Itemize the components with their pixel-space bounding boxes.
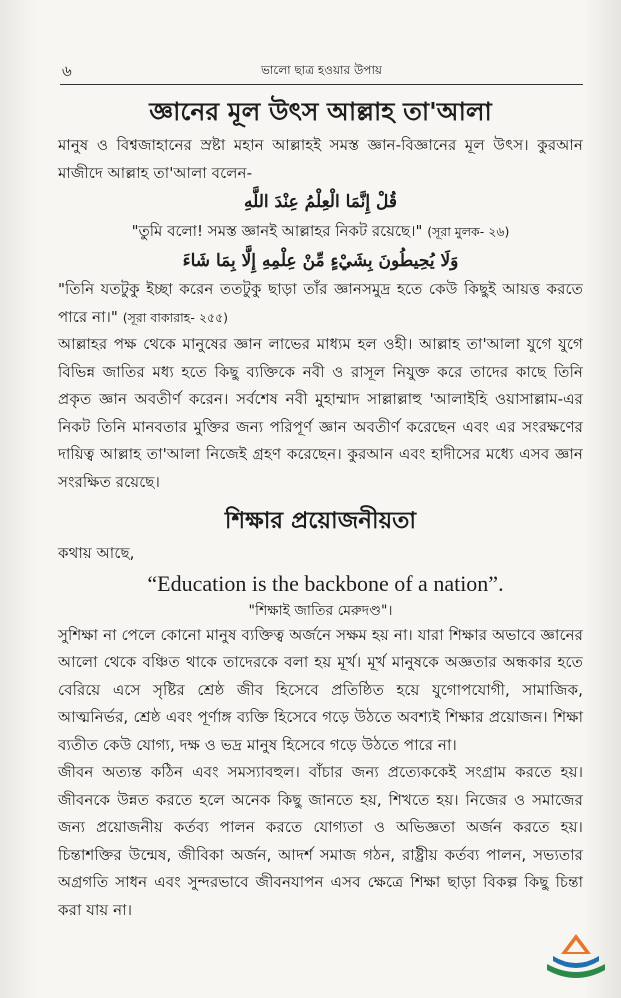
running-title: ভালো ছাত্র হওয়ার উপায় [260,63,382,77]
proverb-translation: "শিক্ষাই জাতির মেরুদণ্ড"। [248,602,393,619]
page-header [62,60,581,84]
page-number: ৬ [62,62,72,80]
section-title-need-of-education: শিক্ষার প্রয়োজনীয়তা [224,508,417,534]
intro-paragraph: মানুষ ও বিশ্বজাহানের স্রষ্টা মহান আল্লাহই সমস্ত জ্ঞান-বিজ্ঞানের মূল উৎস। কুরআন মাজীদে আল্লাহ তা'আলা বলেন- [58,136,583,182]
verse-translation-2 [58,276,583,331]
arabic-verse-2: وَلَا يُحِيطُونَ بِشَيْءٍ مِّنْ عِلْمِهِ إِلَّا بِمَا شَاءَ [182,251,459,271]
body-paragraph-revelation: আল্লাহর পক্ষ থেকে মানুষের জ্ঞান লাভের মাধ্যম হল ওহী। আল্লাহ তা'আলা যুগে যুগে বিভিন্ন জাতির মধ্য হতে কিছু ব্যক্তিকে নবী ও রাসূল নিযুক্ত করে তাদের কাছে তিনি প্রকৃত জ্ঞান অবতীর্ণ করেন। সর্বশেষ নবী মুহাম্মাদ সাল্লাল্লাহু 'আলাইহি ওয়াসাল্লাম-এর নিকট তিনি মানবতার মুক্তির জন্য পরিপূর্ণ জ্ঞান অবতীর্ণ করেছেন এবং এর সংরক্ষণের দায়িত্ব আল্লাহ তা'আলা নিজেই গ্রহণ করেছেন। কুরআন এবং হাদীসের মধ্যে এসব জ্ঞান সংরক্ষিত রয়েছে। [58,335,583,491]
quote-reference: (সূরা বাকারাহ- ২৫৫) [122,309,229,325]
header-divider [60,84,583,85]
quote-text: "তিনি যতটুকু ইচ্ছা করেন ততটুকু ছাড়া তাঁর জ্ঞানসমুদ্র হতে কেউ কিছুই আয়ত্ত করতে পারে না।" [58,280,583,326]
publisher-logo-icon [539,930,613,988]
body-paragraph-education-1: সুশিক্ষা না পেলে কোনো মানুষ ব্যক্তিত্ব অর্জনে সক্ষম হয় না। যারা শিক্ষার অভাবে জ্ঞানের আলো থেকে বঞ্চিত থাকে তাদেরকে বলা হয় মূর্খ। মূর্খ মানুষকে অজ্ঞতার অন্ধকার হতে বেরিয়ে এসে সৃষ্টির শ্রেষ্ঠ জীব হিসেবে প্রতিষ্ঠিত হয়ে যুগোপযোগী, সামাজিক, আত্মনির্ভর, শ্রেষ্ঠ এবং পূর্ণাঙ্গ ব্যক্তি হিসেবে গড়ে উঠতে অবশ্যই শিক্ষার প্রয়োজন। শিক্ষা ব্যতীত কেউ যোগ্য, দক্ষ ও ভদ্র মানুষ হিসেবে গড়ে উঠতে পারে না। [58,625,583,754]
body-paragraph-education-2: জীবন অত্যন্ত কঠিন এবং সমস্যাবহুল। বাঁচার জন্য প্রত্যেককেই সংগ্রাম করতে হয়। জীবনকে উন্নত করতে হলে অনেক কিছু জানতে হয়, শিখতে হয়। নিজের ও সমাজের জন্য প্রয়োজনীয় কর্তব্য পালন করতে যোগ্যতা ও অভিজ্ঞতা অর্জন করতে হয়। চিন্তাশক্তির উন্মেষ, জীবিকা অর্জন, আদর্শ সমাজ গঠন, রাষ্ট্রীয় কর্তব্য পালন, সভ্যতার অগ্রগতি সাধন এবং সুন্দরভাবে জীবনযাপন এসব ক্ষেত্রে শিক্ষা ছাড়া বিকল্প কিছু চিন্তা করা যায় না। [58,763,583,919]
quote-text: "তুমি বলো! সমস্ত জ্ঞানই আল্লাহর নিকট রয়েছে।" [131,222,423,240]
page-content [58,92,583,924]
lead-text: কথায় আছে, [58,544,135,562]
arabic-verse-1: قُلْ إِنَّمَا الْعِلْمُ عِنْدَ اللَّهِ [243,192,398,212]
section-title-knowledge-source: জ্ঞানের মূল উৎস আল্লাহ তা'আলা [149,97,492,126]
quote-reference: (সূরা মুলক- ২৬) [427,224,510,239]
verse-translation-1 [58,217,583,246]
english-proverb: “Education is the backbone of a nation”. [147,570,504,596]
